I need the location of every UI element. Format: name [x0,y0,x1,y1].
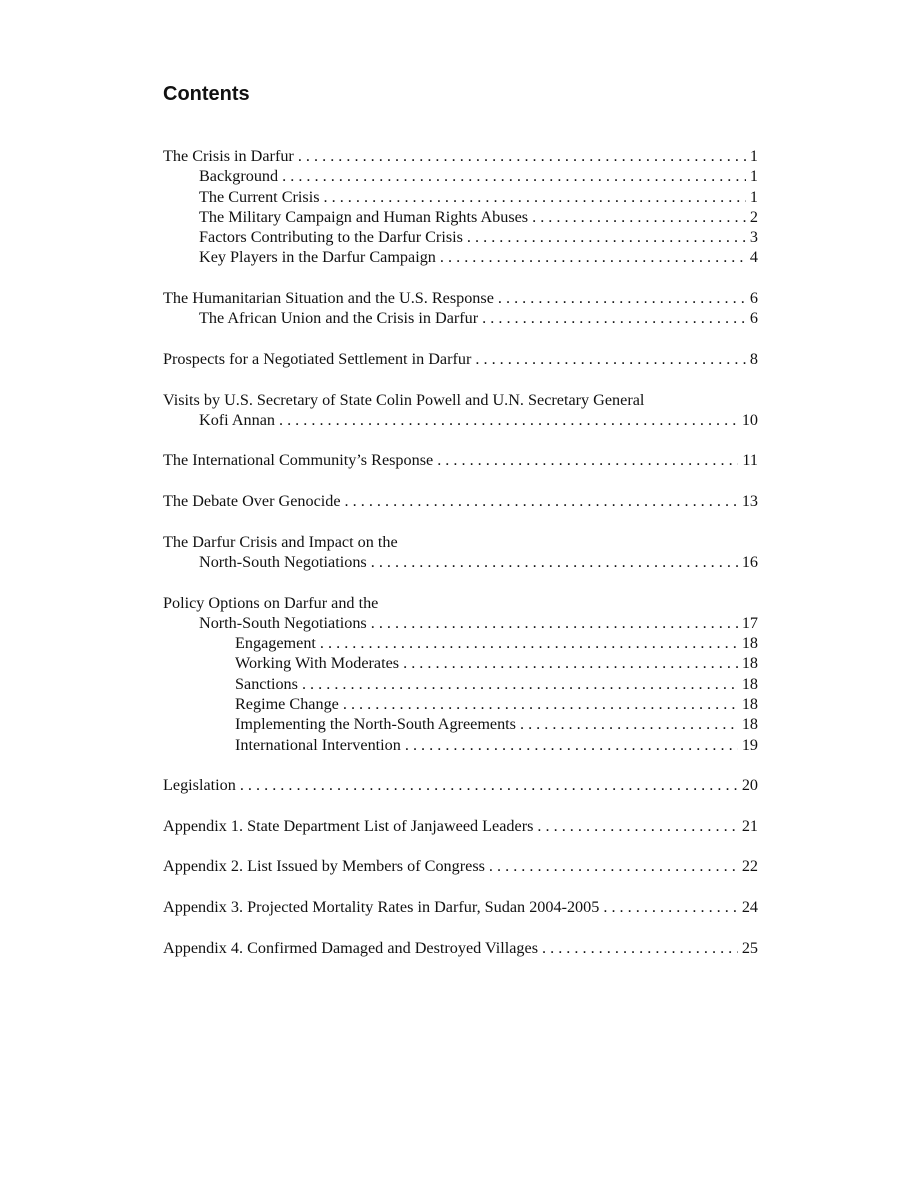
toc-page-number: 24 [741,897,758,916]
toc-page-number: 18 [741,674,758,693]
dot-leader [498,288,746,308]
dot-leader [371,552,738,572]
toc-entry-title: Appendix 3. Projected Mortality Rates in Darfur, Sudan 2004-2005 [163,897,600,916]
toc-page-number: 18 [741,634,758,653]
toc-entry-title: Key Players in the Darfur Campaign [199,248,436,267]
toc-page-number: 20 [741,776,758,795]
toc-entry[interactable] [163,247,758,267]
dot-leader [324,187,746,207]
toc-page-number: 1 [749,167,758,186]
toc-entry[interactable] [163,593,758,634]
toc-entry-title: The Debate Over Genocide [163,492,341,511]
dot-leader [537,816,737,836]
toc-entry-title: The Darfur Crisis and Impact on the [163,532,398,551]
toc-entry-title: The Current Crisis [199,187,320,206]
dot-leader [482,308,746,328]
toc-entry-title: The African Union and the Crisis in Darfur [199,309,479,328]
toc-entry[interactable] [163,166,758,186]
toc-page-number: 3 [749,228,758,247]
toc-entry[interactable] [163,146,758,166]
toc-page-number: 19 [741,735,758,754]
toc-entry-title: Appendix 2. List Issued by Members of Congress [163,857,485,876]
toc-entry-title: The International Community’s Response [163,451,434,470]
toc-entry[interactable] [163,897,758,917]
dot-leader [440,247,746,267]
toc-page-number: 1 [749,147,758,165]
dot-leader [475,349,746,369]
dot-leader [320,633,738,653]
toc-page-number: 6 [749,289,758,308]
toc-entry-title: North-South Negotiations [199,613,367,632]
dot-leader [603,897,737,917]
toc-entry-title: Factors Contributing to the Darfur Crisis [199,228,463,247]
toc-page-number: 8 [749,349,758,368]
toc-entry[interactable] [163,938,758,958]
toc-entry-title: Engagement [235,634,316,653]
toc-entry-title: The Military Campaign and Human Rights Abuses [199,207,529,226]
toc-page-number: 4 [749,248,758,267]
toc-page-number: 21 [741,816,758,835]
toc-page-number: 16 [741,552,758,571]
toc-entry[interactable] [163,207,758,227]
toc-page-number: 18 [741,695,758,714]
dot-leader [467,227,746,247]
toc-entry[interactable] [163,288,758,308]
dot-leader [542,938,738,958]
toc-page-number: 2 [749,207,758,226]
toc-entry[interactable] [163,187,758,207]
toc-entry[interactable] [163,491,758,511]
toc-entry-title: Kofi Annan [199,410,275,429]
dot-leader [437,450,738,470]
toc-page-number: 25 [741,938,758,957]
toc-entry[interactable] [163,816,758,836]
toc-entry-title: The Humanitarian Situation and the U.S. Response [163,289,494,308]
dot-leader [279,410,738,430]
toc-entry-title: International Intervention [235,735,401,754]
toc-entry-title: Background [199,167,279,186]
toc-page-number: 18 [741,654,758,673]
toc-page-number: 17 [741,613,758,632]
dot-leader [302,674,738,694]
toc-page-number: 6 [749,309,758,328]
toc-entry-title: Working With Moderates [235,654,400,673]
toc-entry[interactable] [163,714,758,734]
toc-entry[interactable] [163,390,758,431]
dot-leader [282,166,746,186]
toc-entry-title: Appendix 1. State Department List of Janjaweed Leaders [163,816,534,835]
toc-entry-title: North-South Negotiations [199,552,367,571]
dot-leader [532,207,746,227]
dot-leader [405,735,738,755]
dot-leader [403,653,738,673]
toc-entry-title: Legislation [163,776,236,795]
toc-page-number: 11 [742,451,758,470]
toc-entry-title: Regime Change [235,695,339,714]
toc-entry[interactable] [163,227,758,247]
toc-entry-title: Appendix 4. Confirmed Damaged and Destroyed Villages [163,938,538,957]
toc-entry-title: The Crisis in Darfur [163,147,294,165]
toc-entry[interactable] [163,532,758,573]
dot-leader [371,613,738,633]
toc-entry-title: Implementing the North-South Agreements [235,715,516,734]
toc-page-number: 10 [741,410,758,429]
toc-entry[interactable] [163,633,758,653]
toc-page-number: 13 [741,492,758,511]
table-of-contents [163,146,758,958]
dot-leader [298,146,746,166]
toc-entry-title: Visits by U.S. Secretary of State Colin Powell and U.N. Secretary General [163,390,645,409]
toc-entry[interactable] [163,450,758,470]
dot-leader [345,491,738,511]
toc-entry[interactable] [163,856,758,876]
dot-leader [240,775,738,795]
toc-page-number: 22 [741,857,758,876]
toc-page-number: 18 [741,715,758,734]
toc-entry-title: Policy Options on Darfur and the [163,593,379,612]
toc-entry-title: Sanctions [235,674,298,693]
toc-entry[interactable] [163,694,758,714]
toc-entry[interactable] [163,735,758,755]
toc-entry[interactable] [163,349,758,369]
toc-entry[interactable] [163,308,758,328]
page-title: Contents [163,83,250,105]
dot-leader [520,714,738,734]
dot-leader [489,856,738,876]
toc-page-number: 1 [749,187,758,206]
toc-entry-title: Prospects for a Negotiated Settlement in Darfur [163,349,472,368]
dot-leader [343,694,738,714]
toc-entry[interactable] [163,775,758,795]
toc-entry[interactable] [163,674,758,694]
toc-entry[interactable] [163,653,758,673]
